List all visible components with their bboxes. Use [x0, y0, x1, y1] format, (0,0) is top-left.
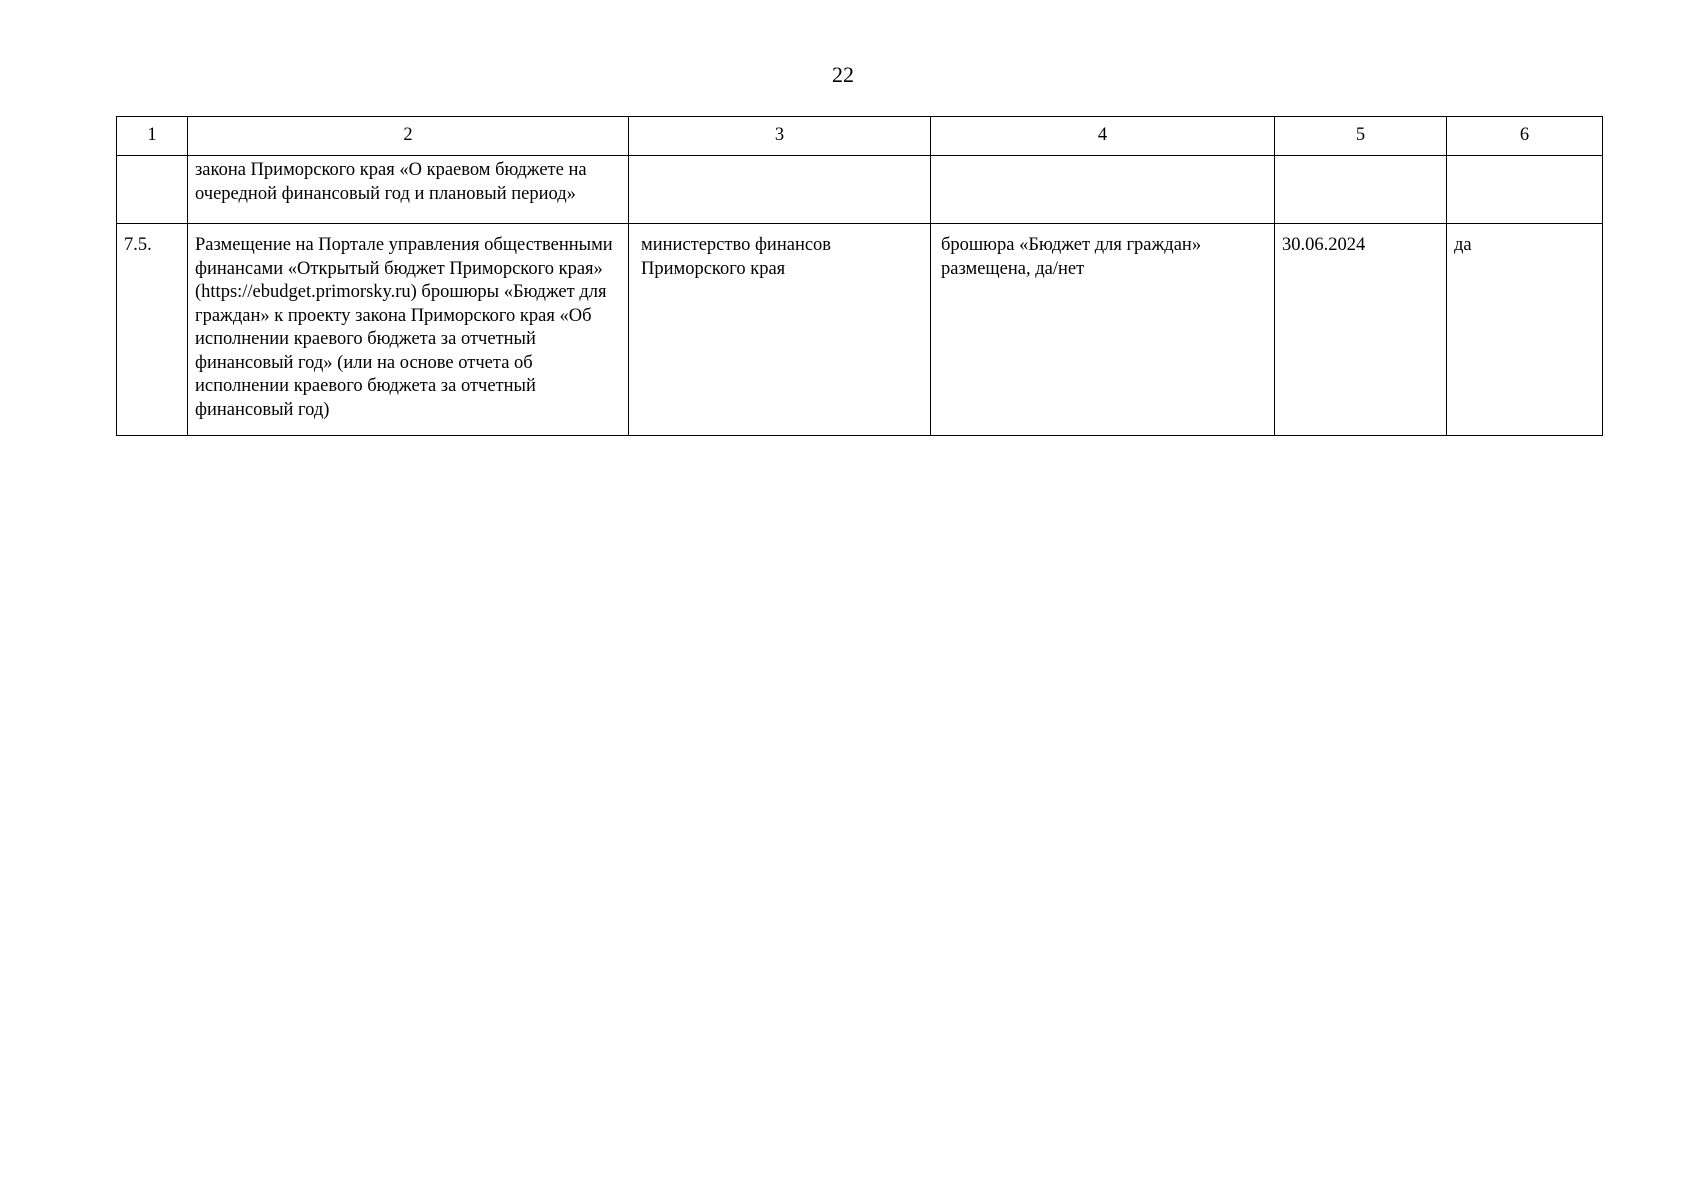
activity-cell: Размещение на Портале управления общественными финансами «Открытый бюджет Приморского края» (https://ebudget.primorsky.ru) брошюры «Бюджет для граждан» к проекту закона Приморского края «Об исполнении краевого бюджета за отчетный финансовый год» (или на основе отчета об исполнении краевого бюджета за отчетный финансовый год) — [188, 224, 629, 436]
executor-cell — [629, 156, 931, 224]
activity-cell: закона Приморского края «О краевом бюджете на очередной финансовый год и плановый период» — [188, 156, 629, 224]
column-header-3: 3 — [629, 117, 931, 156]
table-header-row — [117, 117, 1603, 156]
column-header-6: 6 — [1447, 117, 1603, 156]
column-header-1: 1 — [117, 117, 188, 156]
table-row — [117, 224, 1603, 436]
column-header-5: 5 — [1275, 117, 1447, 156]
row-number: 7.5. — [117, 224, 188, 436]
table-row — [117, 156, 1603, 224]
column-header-2: 2 — [188, 117, 629, 156]
plan-table — [116, 116, 1603, 436]
indicator-cell — [931, 156, 1275, 224]
column-header-4: 4 — [931, 117, 1275, 156]
deadline-cell — [1275, 156, 1447, 224]
value-cell — [1447, 156, 1603, 224]
page-number: 22 — [832, 62, 854, 87]
executor-cell: министерство финансов Приморского края — [629, 224, 931, 436]
row-number — [117, 156, 188, 224]
deadline-cell: 30.06.2024 — [1275, 224, 1447, 436]
value-cell: да — [1447, 224, 1603, 436]
indicator-cell: брошюра «Бюджет для граждан» размещена, да/нет — [931, 224, 1275, 436]
